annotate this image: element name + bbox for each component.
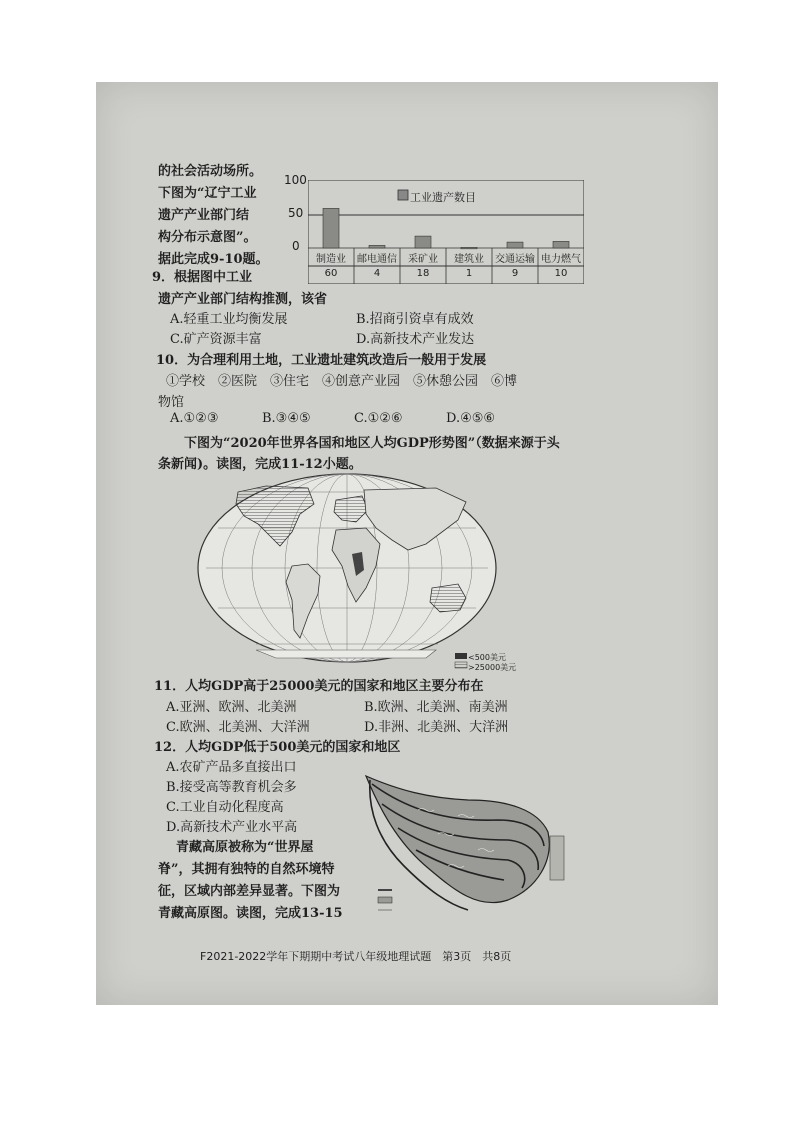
map-legend-low: <500美元 [468,653,506,662]
qinghai-tibet-plateau-map [358,770,584,922]
data-label: 60 [324,268,338,279]
plateau-intro-line-2: 脊”，其拥有独特的自然环境特 [158,862,335,877]
q10-options-cont: 物馆 [158,395,185,410]
q9-option-d: D.高新技术产业发达 [356,332,475,347]
data-label: 4 [373,268,381,279]
y-tick-50: 50 [288,206,304,220]
legend-swatch [398,190,408,200]
q10-stem: 10．为合理利用土地，工业遗址建筑改造后一般用于发展 [156,353,487,368]
y-tick-100: 100 [284,173,307,187]
page-footer: F2021-2022学年下期期中考试八年级地理试题 第3页 共8页 [200,950,512,963]
q12-option-a: A.农矿产品多直接出口 [166,760,297,775]
plateau-legend-area [378,897,392,903]
plateau-legend-scale [550,836,564,880]
plateau-intro-line-4: 青藏高原图。读图，完成13-15 [158,906,343,921]
x-tick-label: 交通运输 [495,254,535,265]
x-tick-label: 建筑业 [454,254,484,265]
q9-option-c: C.矿产资源丰富 [170,332,262,347]
y-tick-0: 0 [292,239,300,253]
legend-high-swatch [455,662,467,668]
q10-options: ①学校 ②医院 ③住宅 ④创意产业园 ⑤休憩公园 ⑥博 [166,374,518,389]
q10-option-c: C.①②⑥ [354,411,403,426]
q9-stem-2: 遗产产业部门结构推测，该省 [158,292,328,307]
data-label: 1 [465,268,473,279]
q11-stem: 11．人均GDP高于25000美元的国家和地区主要分布在 [154,679,484,694]
chart-legend-label: 工业遗产数目 [410,191,476,204]
map-intro-line-1: 下图为“2020年世界各国和地区人均GDP形势图”（数据来源于头 [184,436,560,451]
bar-4 [507,242,523,248]
bar-0 [323,208,339,248]
intro-line-2: 下图为“辽宁工业 [158,186,257,201]
q9-option-b: B.招商引资卓有成效 [356,312,474,327]
legend-low-swatch [455,653,467,659]
bar-2 [415,236,431,248]
bar-3 [461,247,477,249]
q10-option-a: A.①②③ [170,411,219,426]
data-label: 10 [554,268,568,279]
intro-line-3: 遗产产业部门结 [158,208,250,223]
x-tick-label: 电力燃气 [541,254,581,265]
x-tick-label: 邮电通信 [357,254,397,265]
q11-option-a: A.亚洲、欧洲、北美洲 [166,700,297,715]
world-gdp-map [196,470,498,666]
data-label: 18 [416,268,430,279]
intro-line-1: 的社会活动场所。 [158,164,263,179]
bar-5 [553,241,569,248]
q9-stem-1: 9．根据图中工业 [152,270,253,285]
plateau-intro-line-1: 青藏高原被称为“世界屋 [176,840,314,855]
q11-option-c: C.欧洲、北美洲、大洋洲 [166,720,310,735]
q12-option-b: B.接受高等教育机会多 [166,780,297,795]
q12-option-c: C.工业自动化程度高 [166,800,284,815]
q11-option-d: D.非洲、北美洲、大洋洲 [364,720,509,735]
map-intro-line-2: 条新闻)。读图，完成11-12小题。 [158,457,362,472]
map-legend-high: >25000美元 [468,663,517,672]
q12-option-d: D.高新技术产业水平高 [166,820,298,835]
q10-option-d: D.④⑤⑥ [446,411,496,426]
plateau-intro-line-3: 征，区域内部差异显著。下图为 [158,884,341,899]
data-label: 9 [511,268,519,279]
intro-line-5: 据此完成9-10题。 [158,252,269,267]
q11-option-b: B.欧洲、北美洲、南美洲 [364,700,508,715]
x-tick-label: 采矿业 [408,254,438,265]
x-tick-label: 制造业 [316,254,346,265]
intro-line-4: 构分布示意图”。 [158,230,257,245]
bar-1 [369,245,385,248]
q10-option-b: B.③④⑤ [262,411,311,426]
q12-stem: 12．人均GDP低于500美元的国家和地区 [154,740,401,755]
q9-option-a: A.轻重工业均衡发展 [170,312,288,327]
